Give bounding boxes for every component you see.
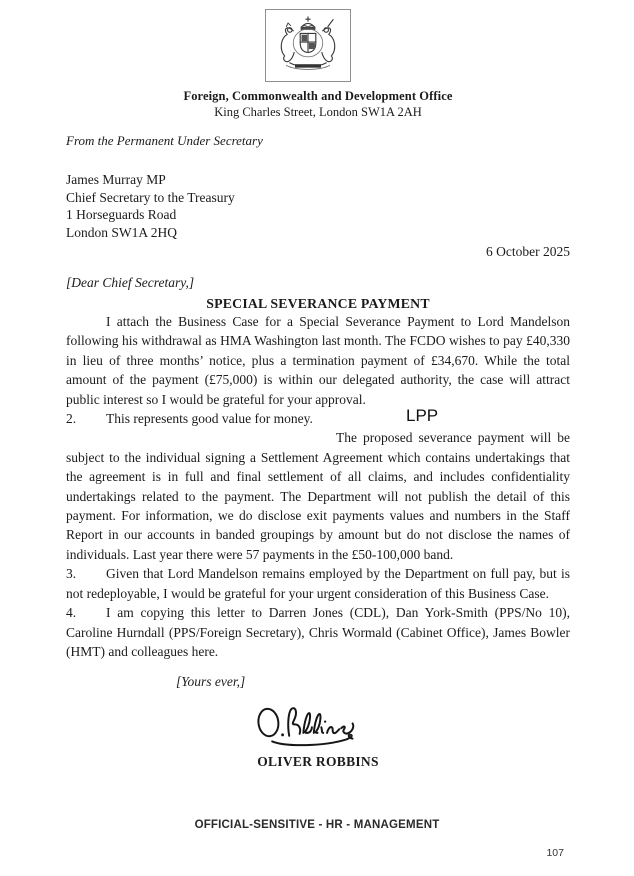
signature-o-robbins-icon [251,697,369,749]
paragraph-3-text: Given that Lord Mandelson remains employed by the Department on full pay, but is not redeployable, I would be grateful for your urgent consideration of this Business Case. [66,566,570,601]
recipient-city: London SW1A 2HQ [66,224,177,240]
closing-line: [Yours ever,] [176,674,246,690]
from-line: From the Permanent Under Secretary [66,133,263,148]
recipient-address-block [66,171,570,241]
signatory-name: OLIVER ROBBINS [257,754,379,770]
paragraph-2 [66,406,570,428]
paragraph-2-continued: The proposed severance payment will be subject to the individual signing a Settlement Agreement which contains undertakings that the agreement is in full and final settlement of all claims, and includes confidentiality undertakings related to the payment. The Department will not publish the detail of this payment. For information, we do disclose exit payments values and numbers in the Staff Report in our accounts in banded groupings by amount but do not disclose the names of individuals. Last year there were 57 payments in the £50-100,000 band. [66,430,570,562]
paragraph-4 [66,603,570,661]
signature-block [66,697,570,751]
office-name: Foreign, Commonwealth and Development Office [183,89,453,103]
paragraph-4-number: 4. [66,605,77,621]
classification-footer: OFFICIAL-SENSITIVE - HR - MANAGEMENT [194,819,440,831]
letter-content [0,9,634,770]
paragraph-4-text: I am copying this letter to Darren Jones (CDL), Dan York-Smith (PPS/No 10), Caroline Hurndall (PPS/Foreign Secretary), Chris Wormald (Cabinet Office), James Bowler (HMT) and colleagues here. [66,605,570,659]
paragraph-3 [66,564,570,603]
paragraph-3-number: 3. [66,566,77,582]
royal-coat-of-arms-icon [269,13,347,79]
recipient-name: James Murray MP [66,172,166,187]
recipient-title: Chief Secretary to the Treasury [66,189,235,205]
paragraph-2-number: 2. [66,411,77,427]
letter-date: 6 October 2025 [486,244,570,259]
subject-heading: SPECIAL SEVERANCE PAYMENT [206,296,430,311]
office-address: King Charles Street, London SW1A 2AH [214,105,422,119]
royal-coat-of-arms-box [265,9,351,82]
paragraph-2-text: This represents good value for money. [106,411,313,427]
recipient-street: 1 Horseguards Road [66,207,177,222]
salutation: [Dear Chief Secretary,] [66,275,195,290]
paragraph-1: I attach the Business Case for a Special Severance Payment to Lord Mandelson following his withdrawal as HMA Washington last month. The FCDO wishes to pay £40,330 in lieu of three months’ notice, plus a termination payment of £34,670. While the total amount of the payment (£75,000) is within our delegated authority, the case will attract public interest so I would be grateful for your approval. [66,314,570,407]
redaction-label-lpp: LPP [406,406,439,426]
page-number: 107 [546,847,564,859]
